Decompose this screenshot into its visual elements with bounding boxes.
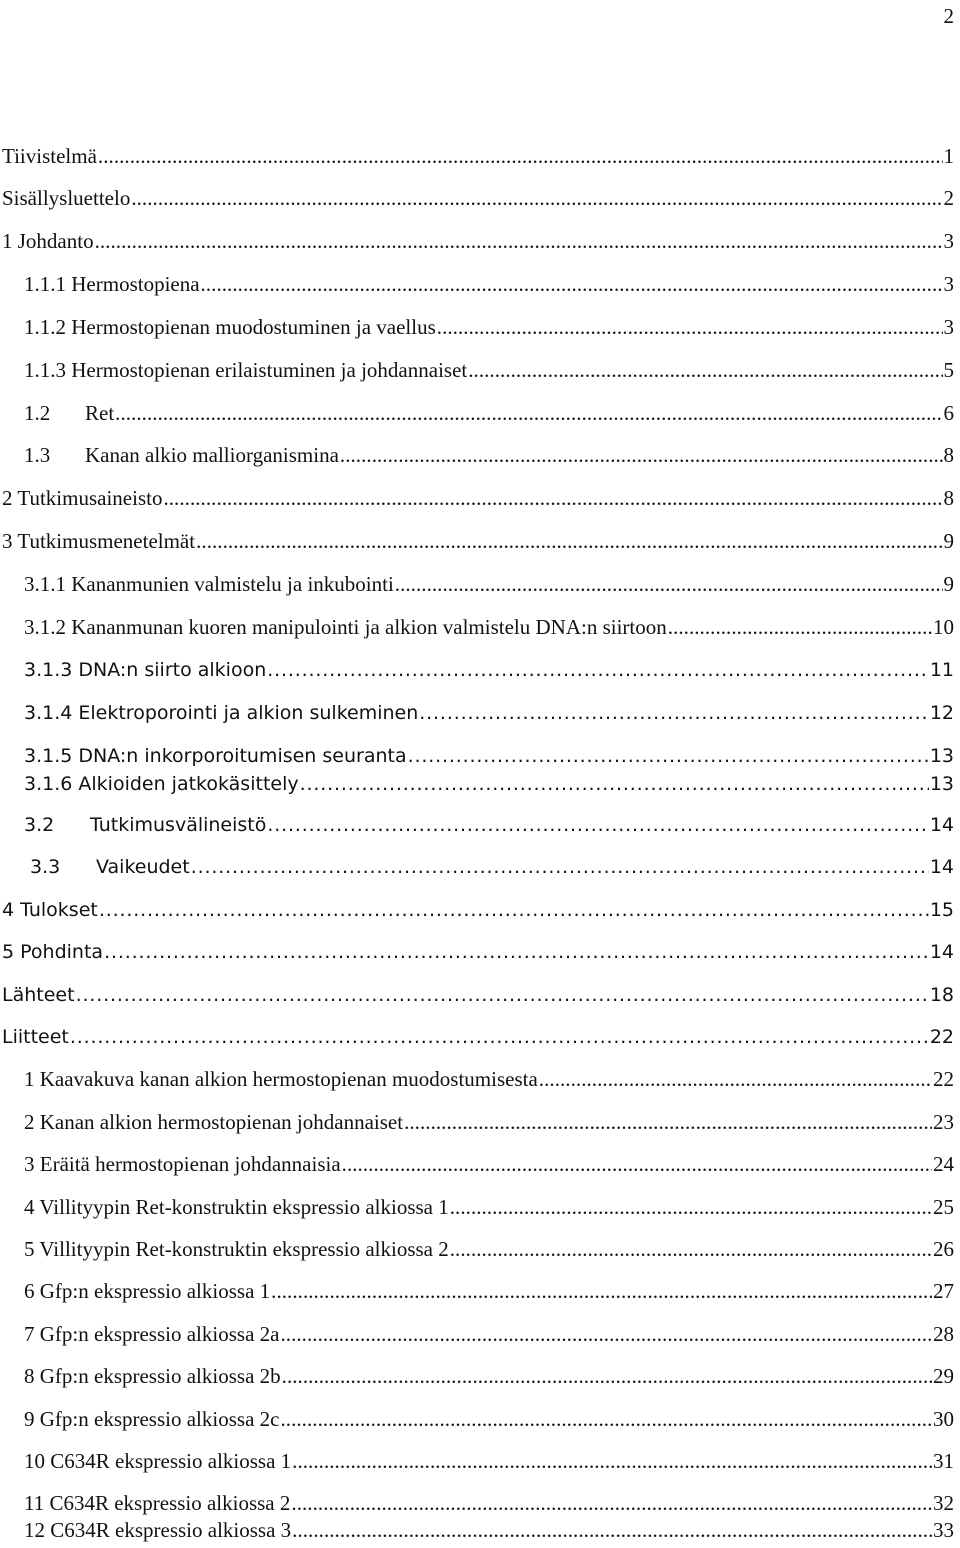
toc-page-number: 3 xyxy=(943,229,954,253)
toc-leader-dots xyxy=(267,811,928,839)
toc-entry-ret[interactable] xyxy=(24,399,954,427)
toc-entry-title: Sisällysluettelo xyxy=(2,186,131,210)
toc-leader-dots xyxy=(76,981,929,1009)
toc-page-number: 22 xyxy=(929,1026,954,1048)
toc-leader-dots xyxy=(404,1108,932,1136)
toc-entry-liite-8[interactable] xyxy=(24,1362,954,1390)
toc-leader-dots xyxy=(196,527,942,555)
toc-entry-title: 3.1.2 Kananmunan kuoren manipulointi ja alkion valmistelu DNA:n siirtoon xyxy=(24,615,667,639)
toc-entry-title xyxy=(24,399,114,427)
toc-page-number: 15 xyxy=(929,899,954,921)
toc-page-number: 3 xyxy=(943,272,954,296)
toc-leader-dots xyxy=(450,1235,932,1263)
toc-entry-tiivistelma[interactable] xyxy=(2,142,954,170)
toc-entry-title xyxy=(30,853,190,881)
toc-page-number: 25 xyxy=(933,1195,954,1219)
toc-entry-title: 4 Villityypin Ret-konstruktin ekspressio alkiossa 1 xyxy=(24,1195,449,1219)
toc-leader-dots xyxy=(668,613,932,641)
toc-leader-dots xyxy=(271,1277,932,1305)
toc-entry-liite-12[interactable] xyxy=(24,1516,954,1544)
toc-entry-sisallysluettelo[interactable] xyxy=(2,184,954,212)
toc-entry-vaikeudet[interactable] xyxy=(30,853,954,881)
toc-entry-title: 4 Tulokset xyxy=(2,899,98,921)
toc-page-number: 3 xyxy=(943,315,954,339)
toc-entry-title: 12 C634R ekspressio alkiossa 3 xyxy=(24,1518,292,1542)
toc-section-number: 3.3 xyxy=(30,856,61,878)
toc-page-number: 14 xyxy=(929,856,954,878)
toc-page-number: 31 xyxy=(933,1449,954,1473)
toc-entry-title: Lähteet xyxy=(2,984,75,1006)
toc-section-title: Ret xyxy=(85,401,115,425)
toc-entry-kuoren-manipulointi[interactable] xyxy=(24,613,954,641)
toc-leader-dots xyxy=(342,1150,932,1178)
toc-leader-dots xyxy=(201,270,943,298)
toc-leader-dots xyxy=(419,699,929,727)
toc-entry-title: 3.1.5 DNA:n inkorporoitumisen seuranta xyxy=(24,745,407,767)
toc-page-number: 23 xyxy=(933,1110,954,1134)
toc-entry-title: 2 Kanan alkion hermostopienan johdannaiset xyxy=(24,1110,404,1134)
toc-entry-tulokset[interactable] xyxy=(2,896,954,924)
toc-page-number: 33 xyxy=(933,1518,954,1542)
toc-page-number: 9 xyxy=(943,572,954,596)
toc-page-number: 6 xyxy=(943,401,954,425)
toc-page-number: 13 xyxy=(929,745,954,767)
toc-entry-title: 1 Johdanto xyxy=(2,229,94,253)
toc-entry-dna-siirto[interactable] xyxy=(24,656,954,684)
toc-leader-dots xyxy=(292,1516,932,1544)
toc-entry-title: 11 C634R ekspressio alkiossa 2 xyxy=(24,1491,291,1515)
toc-page-number: 8 xyxy=(943,443,954,467)
toc-leader-dots xyxy=(98,142,943,170)
toc-entry-muodostuminen[interactable] xyxy=(24,313,954,341)
toc-leader-dots xyxy=(450,1193,932,1221)
toc-entry-jatkokasittely[interactable] xyxy=(24,770,954,798)
toc-page-number: 24 xyxy=(933,1152,954,1176)
toc-leader-dots xyxy=(291,1489,932,1517)
toc-entry-johdanto[interactable] xyxy=(2,227,954,255)
toc-entry-title xyxy=(24,811,266,839)
toc-entry-liitteet[interactable] xyxy=(2,1023,954,1051)
toc-entry-title: 8 Gfp:n ekspressio alkiossa 2b xyxy=(24,1364,281,1388)
toc-page-number: 5 xyxy=(943,358,954,382)
toc-leader-dots xyxy=(292,1447,932,1475)
toc-section-title: Vaikeudet xyxy=(96,856,190,878)
toc-entry-title: 3.1.1 Kananmunien valmistelu ja inkubointi xyxy=(24,572,394,596)
toc-section-number: 1.3 xyxy=(24,443,51,467)
toc-leader-dots xyxy=(539,1065,932,1093)
toc-leader-dots xyxy=(280,1405,932,1433)
toc-entry-title: 6 Gfp:n ekspressio alkiossa 1 xyxy=(24,1279,271,1303)
toc-entry-title: 3.1.3 DNA:n siirto alkioon xyxy=(24,659,267,681)
toc-leader-dots xyxy=(99,896,929,924)
toc-entry-kananmunien-valmistelu[interactable] xyxy=(24,570,954,598)
toc-page-number: 18 xyxy=(929,984,954,1006)
toc-entry-liite-10[interactable] xyxy=(24,1447,954,1475)
toc-entry-title: 3.1.6 Alkioiden jatkokäsittely xyxy=(24,773,299,795)
toc-entry-kanan-alkio[interactable] xyxy=(24,441,954,469)
toc-entry-liite-9[interactable] xyxy=(24,1405,954,1433)
toc-entry-hermostopiena[interactable] xyxy=(24,270,954,298)
toc-page-number: 26 xyxy=(933,1237,954,1261)
toc-leader-dots xyxy=(282,1362,932,1390)
toc-leader-dots xyxy=(468,356,942,384)
toc-leader-dots xyxy=(437,313,943,341)
toc-entry-title: 1.1.3 Hermostopienan erilaistuminen ja johdannaiset xyxy=(24,358,468,382)
toc-entry-title: 5 Villityypin Ret-konstruktin ekspressio alkiossa 2 xyxy=(24,1237,449,1261)
toc-page-number: 10 xyxy=(933,615,954,639)
toc-entry-title: Liitteet xyxy=(2,1026,69,1048)
toc-leader-dots xyxy=(280,1320,932,1348)
toc-entry-tutkimusmenetelmat[interactable] xyxy=(2,527,954,555)
toc-entry-lahteet[interactable] xyxy=(2,981,954,1009)
toc-page-number: 12 xyxy=(929,702,954,724)
toc-leader-dots xyxy=(70,1023,929,1051)
toc-entry-title: 9 Gfp:n ekspressio alkiossa 2c xyxy=(24,1407,280,1431)
toc-entry-title: Tiivistelmä xyxy=(2,144,97,168)
toc-entry-title: 10 C634R ekspressio alkiossa 1 xyxy=(24,1449,292,1473)
toc-section-number: 1.2 xyxy=(24,401,51,425)
toc-section-title: Tutkimusvälineistö xyxy=(90,814,267,836)
toc-entry-liite-6[interactable] xyxy=(24,1277,954,1305)
toc-leader-dots xyxy=(300,770,929,798)
toc-entry-erilaistuminen[interactable] xyxy=(24,356,954,384)
toc-page-number: 30 xyxy=(933,1407,954,1431)
toc-entry-title: 2 Tutkimusaineisto xyxy=(2,486,163,510)
toc-entry-title xyxy=(24,441,339,469)
toc-entry-tutkimusaineisto[interactable] xyxy=(2,484,954,512)
toc-section-title: Kanan alkio malliorganismina xyxy=(85,443,339,467)
toc-entry-title: 3 Eräitä hermostopienan johdannaisia xyxy=(24,1152,341,1176)
toc-page-number: 1 xyxy=(943,144,954,168)
page-number: 2 xyxy=(943,4,954,28)
toc-leader-dots xyxy=(163,484,942,512)
toc-entry-liite-1[interactable] xyxy=(24,1065,954,1093)
toc-leader-dots xyxy=(95,227,943,255)
toc-page-number: 29 xyxy=(933,1364,954,1388)
toc-entry-tutkimusvalineisto[interactable] xyxy=(24,811,954,839)
toc-entry-liite-2[interactable] xyxy=(24,1108,954,1136)
toc-entry-inkorporoituminen[interactable] xyxy=(24,742,954,770)
toc-entry-liite-4[interactable] xyxy=(24,1193,954,1221)
toc-entry-pohdinta[interactable] xyxy=(2,938,954,966)
toc-page-number: 11 xyxy=(929,659,954,681)
toc-page-number: 8 xyxy=(943,486,954,510)
toc-entry-title: 1 Kaavakuva kanan alkion hermostopienan muodostumisesta xyxy=(24,1067,538,1091)
toc-entry-liite-7[interactable] xyxy=(24,1320,954,1348)
toc-entry-title: 1.1.1 Hermostopiena xyxy=(24,272,200,296)
toc-page-number: 32 xyxy=(933,1491,954,1515)
toc-leader-dots xyxy=(115,399,942,427)
toc-leader-dots xyxy=(340,441,943,469)
toc-leader-dots xyxy=(395,570,943,598)
toc-page-number: 22 xyxy=(933,1067,954,1091)
toc-leader-dots xyxy=(408,742,929,770)
toc-entry-title: 1.1.2 Hermostopienan muodostuminen ja vaellus xyxy=(24,315,436,339)
toc-entry-elektroporointi[interactable] xyxy=(24,699,954,727)
toc-entry-title: 3 Tutkimusmenetelmät xyxy=(2,529,196,553)
toc-leader-dots xyxy=(267,656,929,684)
toc-leader-dots xyxy=(191,853,929,881)
toc-page-number: 14 xyxy=(929,941,954,963)
toc-entry-title: 3.1.4 Elektroporointi ja alkion sulkeminen xyxy=(24,702,419,724)
toc-entry-title: 5 Pohdinta xyxy=(2,941,104,963)
toc-entry-liite-3[interactable] xyxy=(24,1150,954,1178)
toc-entry-liite-5[interactable] xyxy=(24,1235,954,1263)
toc-leader-dots xyxy=(131,184,942,212)
toc-leader-dots xyxy=(104,938,929,966)
toc-entry-liite-11[interactable] xyxy=(24,1489,954,1517)
toc-entry-title: 7 Gfp:n ekspressio alkiossa 2a xyxy=(24,1322,280,1346)
toc-page-number: 27 xyxy=(933,1279,954,1303)
toc-page-number: 2 xyxy=(943,186,954,210)
toc-page-number: 14 xyxy=(929,814,954,836)
toc-page-number: 13 xyxy=(929,773,954,795)
toc-section-number: 3.2 xyxy=(24,814,55,836)
toc-page-number: 28 xyxy=(933,1322,954,1346)
toc-page-number: 9 xyxy=(943,529,954,553)
